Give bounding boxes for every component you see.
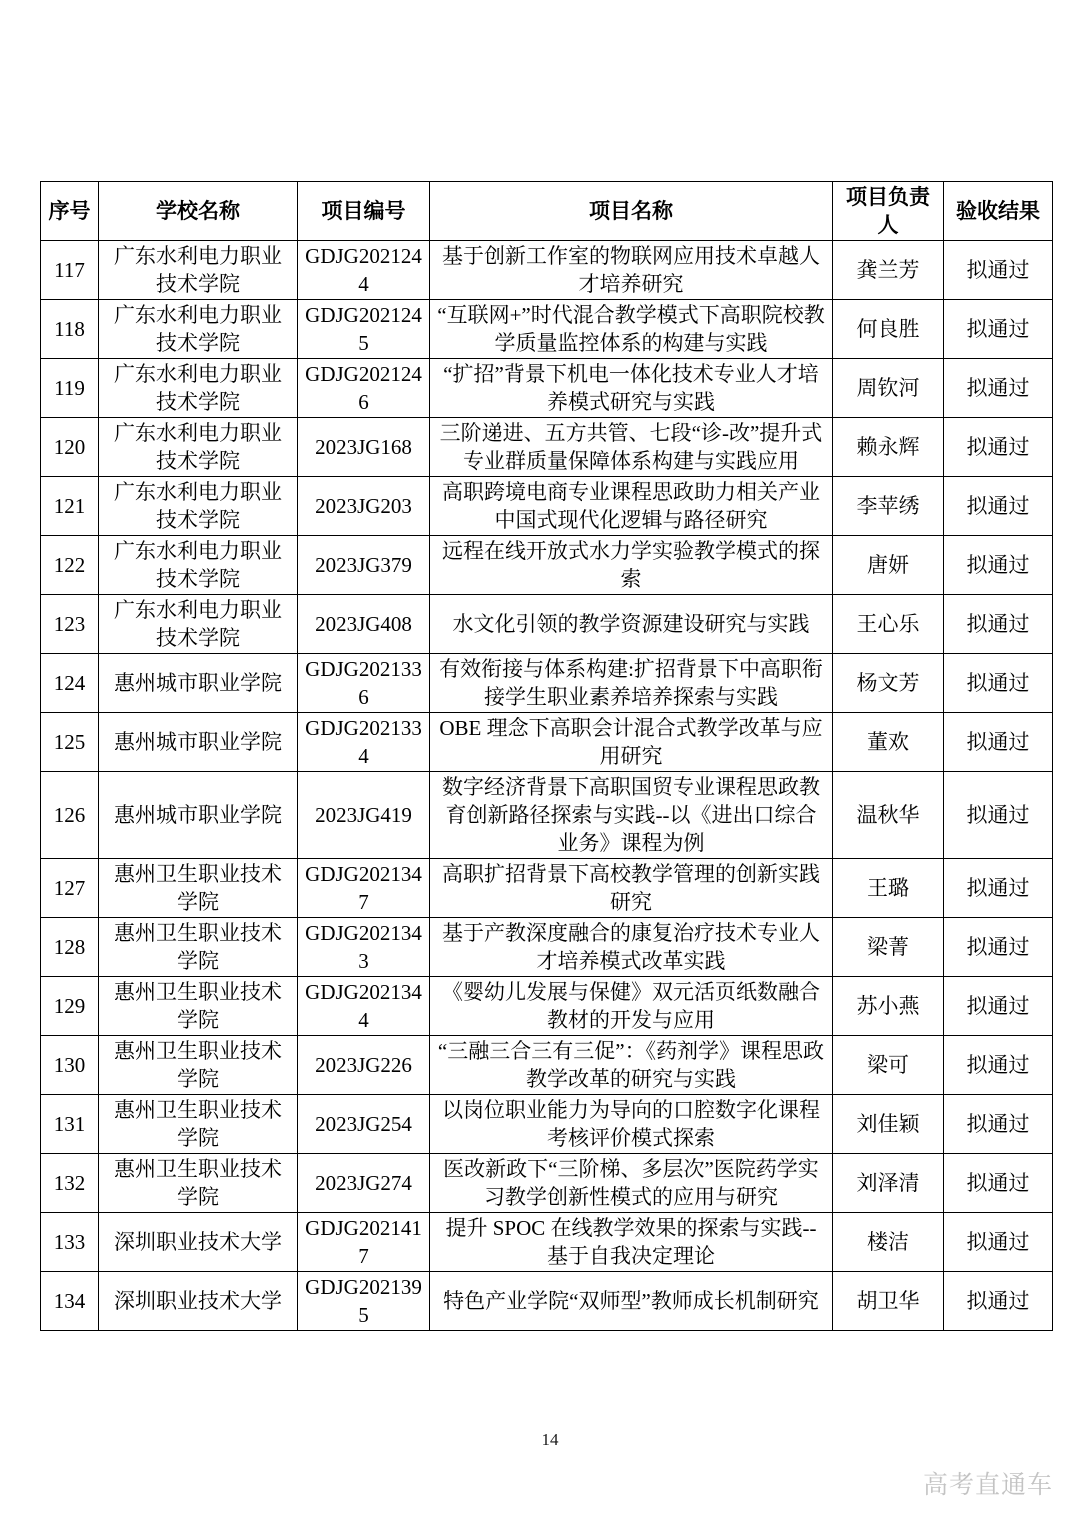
cell-school: 广东水利电力职业技术学院 [99, 595, 298, 654]
cell-no: 125 [41, 713, 99, 772]
cell-leader: 赖永辉 [833, 418, 944, 477]
table-row [41, 536, 1053, 595]
cell-title: 以岗位职业能力为导向的口腔数字化课程考核评价模式探索 [430, 1095, 833, 1154]
cell-code: 2023JG419 [298, 772, 430, 859]
cell-school: 惠州卫生职业技术学院 [99, 977, 298, 1036]
cell-result: 拟通过 [944, 300, 1053, 359]
cell-school: 深圳职业技术大学 [99, 1272, 298, 1331]
cell-no: 123 [41, 595, 99, 654]
table-row [41, 977, 1053, 1036]
table-row [41, 595, 1053, 654]
project-table-header [41, 182, 1053, 241]
cell-no: 127 [41, 859, 99, 918]
cell-leader: 何良胜 [833, 300, 944, 359]
cell-code: 2023JG203 [298, 477, 430, 536]
cell-no: 122 [41, 536, 99, 595]
cell-leader: 杨文芳 [833, 654, 944, 713]
cell-title: 高职扩招背景下高校教学管理的创新实践研究 [430, 859, 833, 918]
cell-result: 拟通过 [944, 1095, 1053, 1154]
cell-leader: 刘佳颖 [833, 1095, 944, 1154]
cell-title: 《婴幼儿发展与保健》双元活页纸数融合教材的开发与应用 [430, 977, 833, 1036]
cell-no: 117 [41, 241, 99, 300]
cell-no: 119 [41, 359, 99, 418]
cell-school: 惠州卫生职业技术学院 [99, 859, 298, 918]
cell-code: 2023JG168 [298, 418, 430, 477]
cell-leader: 周钦河 [833, 359, 944, 418]
table-row [41, 1213, 1053, 1272]
table-row [41, 418, 1053, 477]
cell-result: 拟通过 [944, 1154, 1053, 1213]
cell-result: 拟通过 [944, 654, 1053, 713]
cell-code: 2023JG226 [298, 1036, 430, 1095]
cell-no: 121 [41, 477, 99, 536]
project-table [40, 181, 1053, 1331]
cell-no: 120 [41, 418, 99, 477]
watermark: 高考直通车 [922, 1471, 1053, 1499]
cell-school: 广东水利电力职业技术学院 [99, 359, 298, 418]
cell-code: 2023JG274 [298, 1154, 430, 1213]
cell-no: 132 [41, 1154, 99, 1213]
cell-school: 广东水利电力职业技术学院 [99, 477, 298, 536]
cell-title: 基于产教深度融合的康复治疗技术专业人才培养模式改革实践 [430, 918, 833, 977]
cell-result: 拟通过 [944, 595, 1053, 654]
table-row [41, 713, 1053, 772]
cell-title: 提升 SPOC 在线教学效果的探索与实践--基于自我决定理论 [430, 1213, 833, 1272]
table-row [41, 772, 1053, 859]
cell-result: 拟通过 [944, 418, 1053, 477]
table-row [41, 1272, 1053, 1331]
cell-leader: 梁菁 [833, 918, 944, 977]
cell-leader: 温秋华 [833, 772, 944, 859]
cell-no: 129 [41, 977, 99, 1036]
cell-leader: 李苹绣 [833, 477, 944, 536]
cell-result: 拟通过 [944, 1272, 1053, 1331]
cell-leader: 王心乐 [833, 595, 944, 654]
header-school: 学校名称 [99, 182, 298, 241]
cell-title: 三阶递进、五方共管、七段“诊-改”提升式专业群质量保障体系构建与实践应用 [430, 418, 833, 477]
cell-school: 惠州城市职业学院 [99, 654, 298, 713]
table-row [41, 859, 1053, 918]
cell-school: 惠州卫生职业技术学院 [99, 1095, 298, 1154]
table-row [41, 359, 1053, 418]
header-leader: 项目负责人 [833, 182, 944, 241]
header-no: 序号 [41, 182, 99, 241]
cell-result: 拟通过 [944, 859, 1053, 918]
cell-school: 深圳职业技术大学 [99, 1213, 298, 1272]
cell-leader: 龚兰芳 [833, 241, 944, 300]
cell-no: 126 [41, 772, 99, 859]
cell-code: 2023JG379 [298, 536, 430, 595]
cell-code: 2023JG254 [298, 1095, 430, 1154]
table-row [41, 918, 1053, 977]
cell-result: 拟通过 [944, 713, 1053, 772]
cell-no: 130 [41, 1036, 99, 1095]
cell-title: 远程在线开放式水力学实验教学模式的探索 [430, 536, 833, 595]
cell-no: 134 [41, 1272, 99, 1331]
header-result: 验收结果 [944, 182, 1053, 241]
cell-school: 广东水利电力职业技术学院 [99, 536, 298, 595]
cell-code: GDJG2021344 [298, 977, 430, 1036]
cell-no: 118 [41, 300, 99, 359]
cell-school: 惠州卫生职业技术学院 [99, 1036, 298, 1095]
table-row [41, 241, 1053, 300]
cell-school: 惠州城市职业学院 [99, 713, 298, 772]
cell-title: “互联网+”时代混合教学模式下高职院校教学质量监控体系的构建与实践 [430, 300, 833, 359]
project-table-body [41, 241, 1053, 1331]
cell-title: 有效衔接与体系构建:扩招背景下中高职衔接学生职业素养培养探索与实践 [430, 654, 833, 713]
cell-code: GDJG2021245 [298, 300, 430, 359]
cell-code: GDJG2021244 [298, 241, 430, 300]
table-row [41, 1095, 1053, 1154]
header-row [41, 182, 1053, 241]
cell-result: 拟通过 [944, 977, 1053, 1036]
cell-leader: 苏小燕 [833, 977, 944, 1036]
cell-code: GDJG2021417 [298, 1213, 430, 1272]
cell-code: GDJG2021334 [298, 713, 430, 772]
cell-title: “三融三合三有三促”：《药剂学》课程思政教学改革的研究与实践 [430, 1036, 833, 1095]
header-title: 项目名称 [430, 182, 833, 241]
cell-result: 拟通过 [944, 918, 1053, 977]
cell-school: 惠州卫生职业技术学院 [99, 1154, 298, 1213]
cell-leader: 王璐 [833, 859, 944, 918]
cell-no: 124 [41, 654, 99, 713]
cell-no: 131 [41, 1095, 99, 1154]
cell-code: GDJG2021395 [298, 1272, 430, 1331]
cell-code: GDJG2021246 [298, 359, 430, 418]
cell-title: 数字经济背景下高职国贸专业课程思政教育创新路径探索与实践--以《进出口综合业务》课程为例 [430, 772, 833, 859]
cell-leader: 唐妍 [833, 536, 944, 595]
table-row [41, 300, 1053, 359]
cell-leader: 董欢 [833, 713, 944, 772]
cell-result: 拟通过 [944, 1213, 1053, 1272]
table-row [41, 1154, 1053, 1213]
cell-leader: 胡卫华 [833, 1272, 944, 1331]
table-row [41, 654, 1053, 713]
cell-leader: 楼洁 [833, 1213, 944, 1272]
cell-school: 惠州卫生职业技术学院 [99, 918, 298, 977]
table-row [41, 477, 1053, 536]
header-code: 项目编号 [298, 182, 430, 241]
page-number: 14 [541, 1430, 559, 1449]
cell-leader: 刘泽清 [833, 1154, 944, 1213]
cell-no: 133 [41, 1213, 99, 1272]
cell-title: OBE 理念下高职会计混合式教学改革与应用研究 [430, 713, 833, 772]
cell-title: 高职跨境电商专业课程思政助力相关产业中国式现代化逻辑与路径研究 [430, 477, 833, 536]
table-row [41, 1036, 1053, 1095]
cell-result: 拟通过 [944, 359, 1053, 418]
cell-leader: 梁可 [833, 1036, 944, 1095]
cell-school: 广东水利电力职业技术学院 [99, 300, 298, 359]
cell-code: GDJG2021343 [298, 918, 430, 977]
cell-result: 拟通过 [944, 241, 1053, 300]
cell-title: 特色产业学院“双师型”教师成长机制研究 [430, 1272, 833, 1331]
cell-result: 拟通过 [944, 1036, 1053, 1095]
cell-code: GDJG2021347 [298, 859, 430, 918]
cell-title: 水文化引领的教学资源建设研究与实践 [430, 595, 833, 654]
cell-title: 基于创新工作室的物联网应用技术卓越人才培养研究 [430, 241, 833, 300]
cell-no: 128 [41, 918, 99, 977]
cell-result: 拟通过 [944, 536, 1053, 595]
cell-school: 广东水利电力职业技术学院 [99, 241, 298, 300]
cell-title: 医改新政下“三阶梯、多层次”医院药学实习教学创新性模式的应用与研究 [430, 1154, 833, 1213]
cell-result: 拟通过 [944, 477, 1053, 536]
cell-code: GDJG2021336 [298, 654, 430, 713]
cell-school: 广东水利电力职业技术学院 [99, 418, 298, 477]
cell-code: 2023JG408 [298, 595, 430, 654]
cell-result: 拟通过 [944, 772, 1053, 859]
cell-school: 惠州城市职业学院 [99, 772, 298, 859]
cell-title: “扩招”背景下机电一体化技术专业人才培养模式研究与实践 [430, 359, 833, 418]
